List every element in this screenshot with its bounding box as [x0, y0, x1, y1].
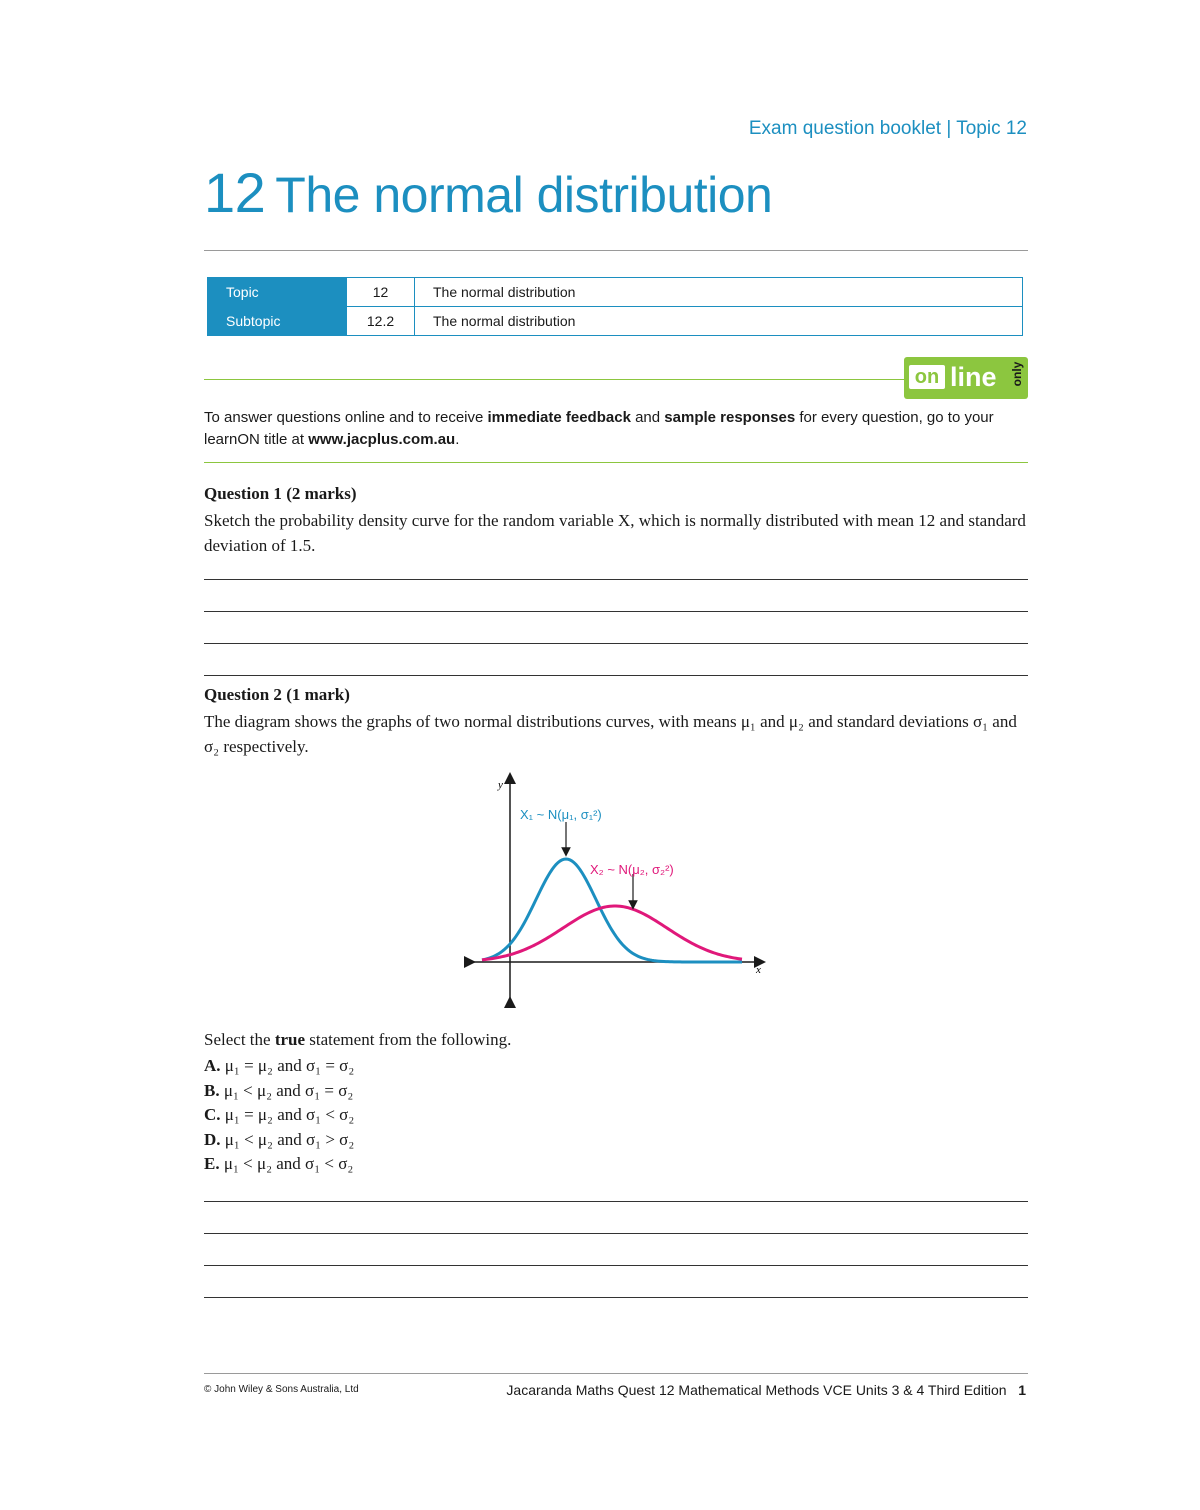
footer-book-title: [0, 1382, 1026, 1398]
option-letter: E.: [204, 1154, 220, 1173]
online-note-text: .: [455, 431, 460, 448]
instruction-text: Select the: [204, 1030, 275, 1049]
book-title: Jacaranda Maths Quest 12 Mathematical Methods VCE Units 3 & 4 Third Edition: [506, 1382, 1007, 1398]
page-number: 1: [1018, 1382, 1026, 1398]
question-1-text: Sketch the probability density curve for the random variable X, which is normally distributed with mean 12 and standard deviation of 1.5.: [204, 511, 1026, 555]
copyright: © John Wiley & Sons Australia, Ltd: [204, 1384, 359, 1395]
question-2-instruction: [204, 1030, 511, 1050]
badge-on-text: on: [909, 365, 945, 389]
online-note-bold: sample responses: [664, 409, 796, 426]
option-text: μ₁ < μ₂ and σ₁ < σ₂: [223, 1154, 354, 1173]
subtopic-name-cell: The normal distribution: [415, 307, 1023, 336]
answer-line[interactable]: [204, 1265, 1028, 1266]
topic-number: 12: [204, 161, 266, 224]
option-e[interactable]: [204, 1152, 354, 1177]
curve-2-label: X₂ ~ N(μ₂, σ₂²): [590, 862, 674, 877]
topic-name-cell: The normal distribution: [415, 278, 1023, 307]
option-letter: A.: [204, 1056, 221, 1075]
x-axis-label: x: [756, 964, 761, 976]
instruction-text: statement from the following.: [305, 1030, 512, 1049]
online-note-text: and: [630, 409, 665, 426]
section-divider: [204, 462, 1028, 463]
online-note-bold: immediate feedback: [487, 409, 631, 426]
option-letter: D.: [204, 1129, 221, 1149]
question-2-heading: [204, 685, 350, 705]
answer-line[interactable]: [204, 1233, 1028, 1234]
subtopic-number-cell: 12.2: [347, 307, 415, 336]
online-note-text: To answer questions online and to receive: [204, 409, 488, 426]
option-text: μ₁ < μ₂ and σ₁ > σ₂: [224, 1129, 355, 1149]
option-text: μ₁ < μ₂ and σ₁ = σ₂: [223, 1080, 354, 1100]
subtopic-label: Subtopic: [208, 307, 347, 336]
footer-divider: [204, 1373, 1028, 1374]
question-2-label: Question 2: [204, 685, 282, 704]
question-1-label: Question 1: [204, 484, 282, 503]
question-1-marks: (2 marks): [286, 484, 357, 503]
online-note: [204, 407, 1024, 451]
answer-line[interactable]: [204, 675, 1028, 676]
badge-only-text: only: [1010, 361, 1024, 387]
option-c[interactable]: [204, 1103, 354, 1128]
y-axis-label: y: [498, 779, 503, 791]
booklet-header: Exam question booklet | Topic 12: [748, 118, 1027, 139]
online-only-badge: [904, 357, 1028, 399]
online-note-text: for every question, go to your learnON title at: [204, 409, 994, 448]
badge-line-text: line: [950, 362, 997, 392]
curve-1-label: X₁ ~ N(μ₁, σ₁²): [520, 807, 602, 822]
topic-number-cell: 12: [347, 278, 415, 307]
answer-options: [204, 1054, 354, 1177]
option-d[interactable]: [204, 1128, 354, 1153]
answer-line[interactable]: [204, 611, 1028, 612]
title-divider: [204, 250, 1028, 251]
option-text: μ₁ = μ₂ and σ₁ < σ₂: [224, 1105, 355, 1124]
table-row: [208, 278, 1023, 307]
option-letter: B.: [204, 1080, 220, 1100]
option-b[interactable]: [204, 1079, 354, 1104]
question-2-marks: (1 mark): [286, 685, 350, 704]
answer-line[interactable]: [204, 1201, 1028, 1202]
instruction-bold: true: [274, 1030, 306, 1049]
jacplus-link[interactable]: www.jacplus.com.au: [308, 431, 456, 448]
option-letter: C.: [204, 1105, 221, 1124]
page-title: [204, 160, 772, 225]
answer-line[interactable]: [204, 1297, 1028, 1298]
normal-curves-diagram: [460, 770, 780, 1010]
question-1-heading: [204, 484, 357, 504]
table-row: [208, 307, 1023, 336]
answer-line[interactable]: [204, 643, 1028, 644]
online-divider: [204, 379, 904, 380]
option-text: μ₁ = μ₂ and σ₁ = σ₂: [224, 1056, 355, 1075]
question-2-text: The diagram shows the graphs of two normal distributions curves, with means μ₁ and μ₂ and standard deviations σ₁ and σ₂ respectively.: [204, 712, 1017, 756]
topic-label: Topic: [208, 278, 347, 307]
topic-info-table: [207, 277, 1023, 336]
answer-line[interactable]: [204, 579, 1028, 580]
topic-title: The normal distribution: [275, 167, 773, 223]
option-a[interactable]: [204, 1054, 354, 1079]
